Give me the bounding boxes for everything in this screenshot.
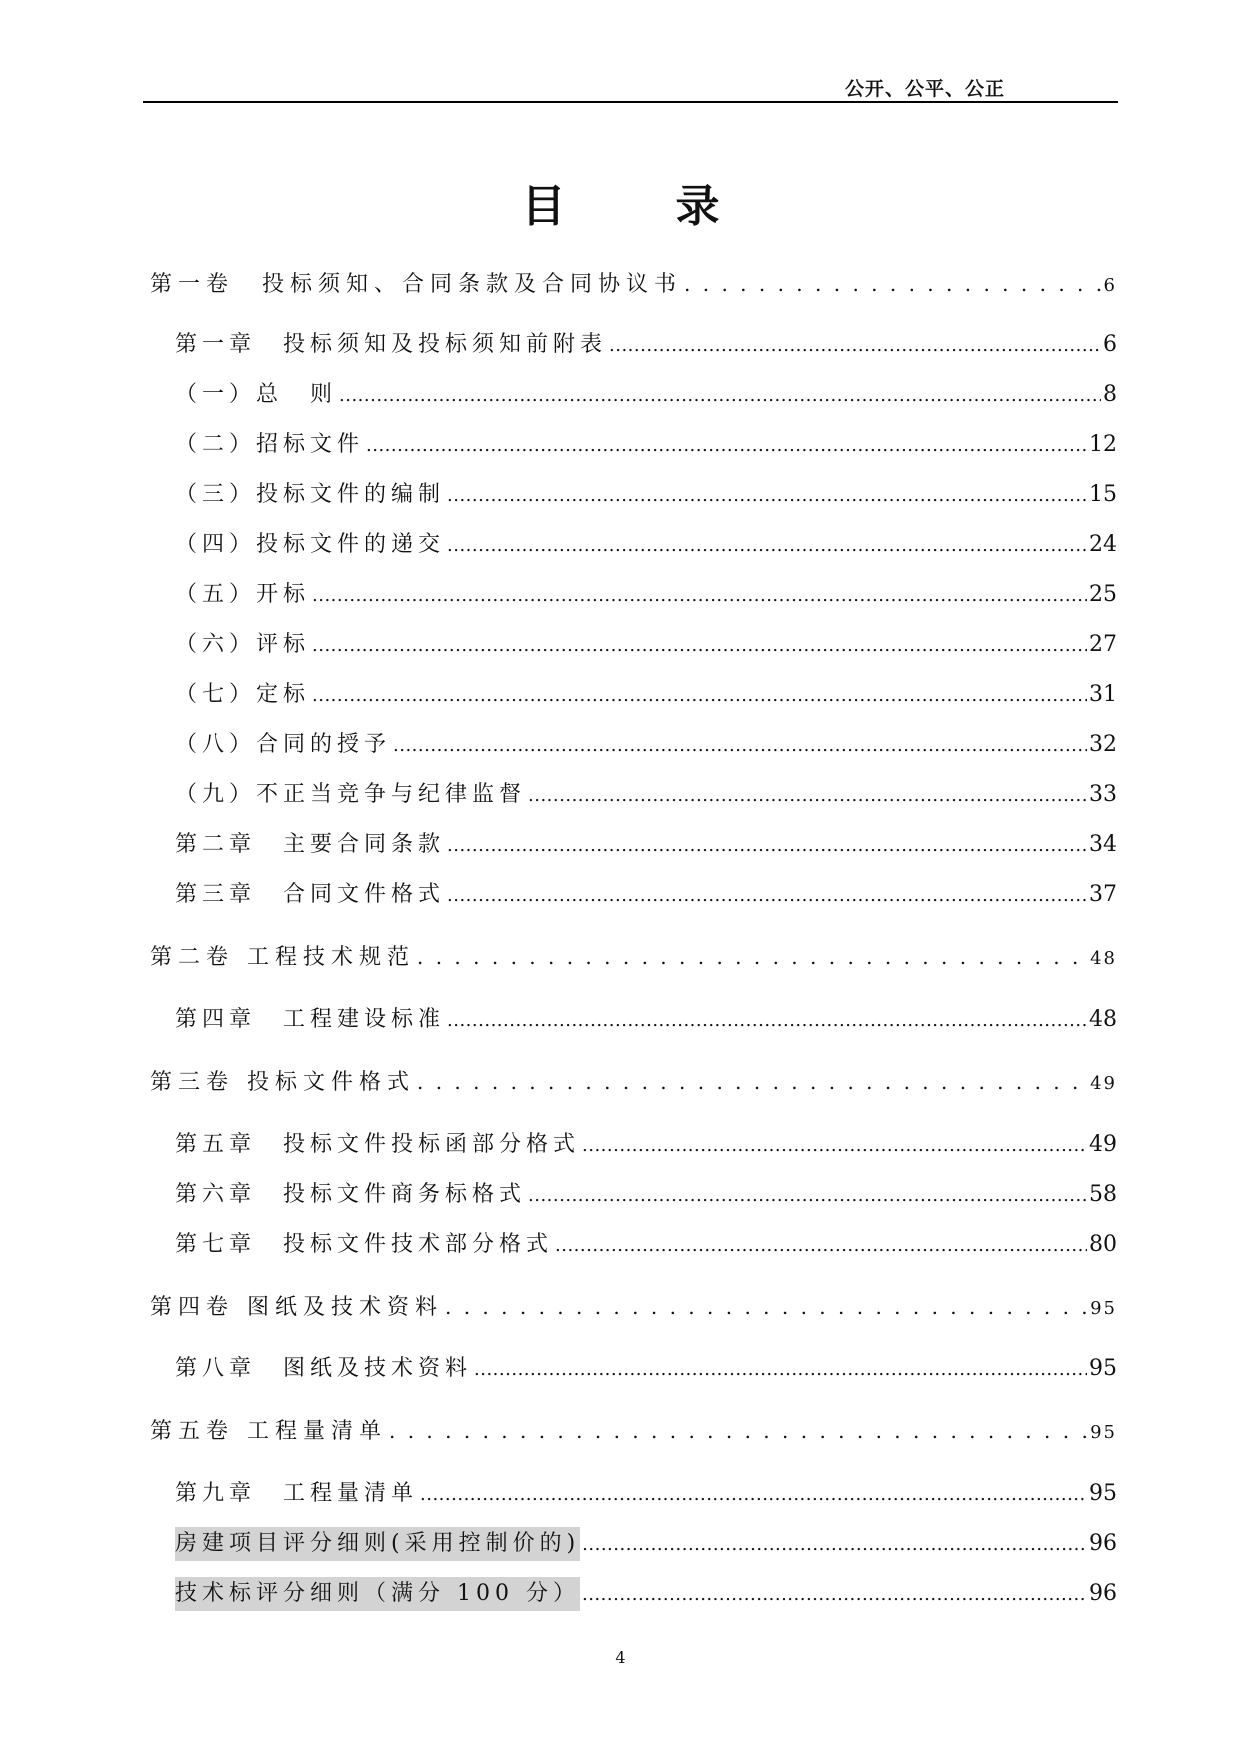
toc-entry[interactable] (175, 378, 1117, 412)
toc-leader (417, 940, 1088, 976)
toc-entry-page: 95 (1089, 1481, 1117, 1506)
toc-entry-label: （八）合同的授予 (175, 732, 392, 757)
toc-entry-label: 第一章 投标须知及投标须知前附表 (175, 332, 608, 357)
toc-entry-label: （一）总 则 (175, 382, 338, 407)
toc-entry-label: 房建项目评分细则(采用控制价的) (175, 1527, 580, 1561)
toc-entry-label: 第三卷 投标文件格式 (150, 1070, 415, 1095)
toc-entry-page: 24 (1089, 532, 1117, 557)
toc-entry-page: 95 (1090, 1422, 1117, 1443)
toc-entry-page: 48 (1090, 948, 1117, 969)
toc-entry-label: 第四卷 图纸及技术资料 (150, 1295, 443, 1320)
toc-entry-page: 31 (1089, 682, 1117, 707)
toc-entry-label: 第一卷 投标须知、合同条款及合同协议书 (150, 272, 683, 297)
toc-entry-page: 48 (1089, 1007, 1117, 1032)
toc-entry-label: 第二卷 工程技术规范 (150, 945, 415, 970)
toc-entry-label: 第二章 主要合同条款 (175, 832, 446, 857)
toc-entry-label: （三）投标文件的编制 (175, 482, 446, 507)
toc-entry-page: 32 (1089, 732, 1117, 757)
toc-entry[interactable] (175, 628, 1117, 662)
toc-entry-label: （五）开标 (175, 582, 311, 607)
toc-leader (312, 679, 1087, 713)
toc-leader (684, 267, 1102, 303)
page-title (0, 170, 1241, 234)
toc-entry-page: 12 (1089, 432, 1117, 457)
toc-entry-page: 49 (1090, 1073, 1117, 1094)
toc-entry[interactable] (175, 528, 1117, 562)
toc-entry-page: 25 (1089, 582, 1117, 607)
toc-entry[interactable] (175, 1003, 1117, 1037)
toc-entry-label: 第八章 图纸及技术资料 (175, 1356, 473, 1381)
page-number: 4 (615, 1648, 626, 1667)
title-char-left: 目 (521, 181, 566, 232)
toc-leader (582, 1129, 1087, 1163)
toc-entry[interactable] (175, 1228, 1117, 1262)
toc-entry[interactable] (175, 1178, 1117, 1212)
toc-leader (447, 1004, 1087, 1038)
toc-entry[interactable] (150, 1414, 1117, 1448)
toc-entry-page: 27 (1089, 632, 1117, 657)
toc-entry-page: 96 (1089, 1531, 1117, 1556)
toc-leader (420, 1478, 1087, 1512)
toc-entry[interactable] (175, 328, 1117, 362)
toc-leader (447, 879, 1087, 913)
toc-entry[interactable] (150, 1290, 1117, 1324)
toc-leader (447, 529, 1087, 563)
toc-entry-page: 6 (1103, 332, 1117, 357)
toc-entry-label: 技术标评分细则（满分 100 分） (175, 1577, 580, 1611)
toc-entry-page: 95 (1090, 1298, 1117, 1319)
toc-leader (366, 429, 1087, 463)
toc-leader (447, 479, 1087, 513)
toc-entry-page: 6 (1103, 275, 1117, 296)
toc-leader (582, 1528, 1087, 1562)
toc-entry[interactable] (175, 1577, 1117, 1611)
header-rule (143, 101, 1118, 103)
toc-entry[interactable] (175, 678, 1117, 712)
toc-leader (312, 629, 1087, 663)
toc-entry-page: 58 (1089, 1182, 1117, 1207)
toc-entry[interactable] (175, 1128, 1117, 1162)
toc-entry[interactable] (150, 267, 1117, 301)
toc-entry[interactable] (175, 728, 1117, 762)
toc-entry-page: 15 (1089, 482, 1117, 507)
toc-entry-page: 95 (1089, 1356, 1117, 1381)
toc-entry-page: 34 (1089, 832, 1117, 857)
toc-leader (445, 1290, 1088, 1326)
toc-entry-label: （四）投标文件的递交 (175, 532, 446, 557)
title-char-right: 录 (675, 181, 720, 232)
toc-entry[interactable] (150, 1065, 1117, 1099)
toc-leader (447, 829, 1087, 863)
toc-entry-page: 37 (1089, 882, 1117, 907)
toc-leader (528, 779, 1087, 813)
toc-entry-label: （六）评标 (175, 632, 311, 657)
toc-leader (312, 579, 1087, 613)
toc-entry-label: 第九章 工程量清单 (175, 1481, 419, 1506)
toc-entry-label: 第五卷 工程量清单 (150, 1419, 387, 1444)
toc-leader (339, 379, 1101, 413)
toc-entry[interactable] (175, 478, 1117, 512)
toc-entry-page: 49 (1089, 1132, 1117, 1157)
toc-leader (417, 1065, 1088, 1101)
toc-entry-page: 33 (1089, 782, 1117, 807)
toc-leader (555, 1229, 1087, 1263)
toc-entry-label: （七）定标 (175, 682, 311, 707)
toc-leader (389, 1414, 1088, 1450)
toc-entry-label: 第七章 投标文件技术部分格式 (175, 1232, 554, 1257)
toc-entry-label: 第六章 投标文件商务标格式 (175, 1182, 527, 1207)
toc-entry[interactable] (175, 1352, 1117, 1386)
toc-entry[interactable] (175, 878, 1117, 912)
toc-entry-label: 第三章 合同文件格式 (175, 882, 446, 907)
toc-entry[interactable] (175, 1477, 1117, 1511)
toc-entry-page: 80 (1089, 1232, 1117, 1257)
header-text: 公开、公平、公正 (844, 78, 1005, 100)
toc-entry-label: （九）不正当竞争与纪律监督 (175, 782, 527, 807)
toc-leader (474, 1353, 1087, 1387)
toc-entry-label: （二）招标文件 (175, 432, 365, 457)
toc-leader (393, 729, 1087, 763)
toc-entry-page: 8 (1103, 382, 1117, 407)
toc-entry-label: 第五章 投标文件投标函部分格式 (175, 1132, 581, 1157)
toc-entry[interactable] (175, 1527, 1117, 1561)
toc-entry[interactable] (175, 778, 1117, 812)
toc-entry[interactable] (175, 828, 1117, 862)
toc-leader (609, 329, 1101, 363)
toc-entry-page: 96 (1089, 1581, 1117, 1606)
toc-leader (582, 1578, 1087, 1612)
toc-entry[interactable] (175, 578, 1117, 612)
toc-entry[interactable] (175, 428, 1117, 462)
toc-entry[interactable] (150, 940, 1117, 974)
toc-leader (528, 1179, 1087, 1213)
toc-entry-label: 第四章 工程建设标准 (175, 1007, 446, 1032)
